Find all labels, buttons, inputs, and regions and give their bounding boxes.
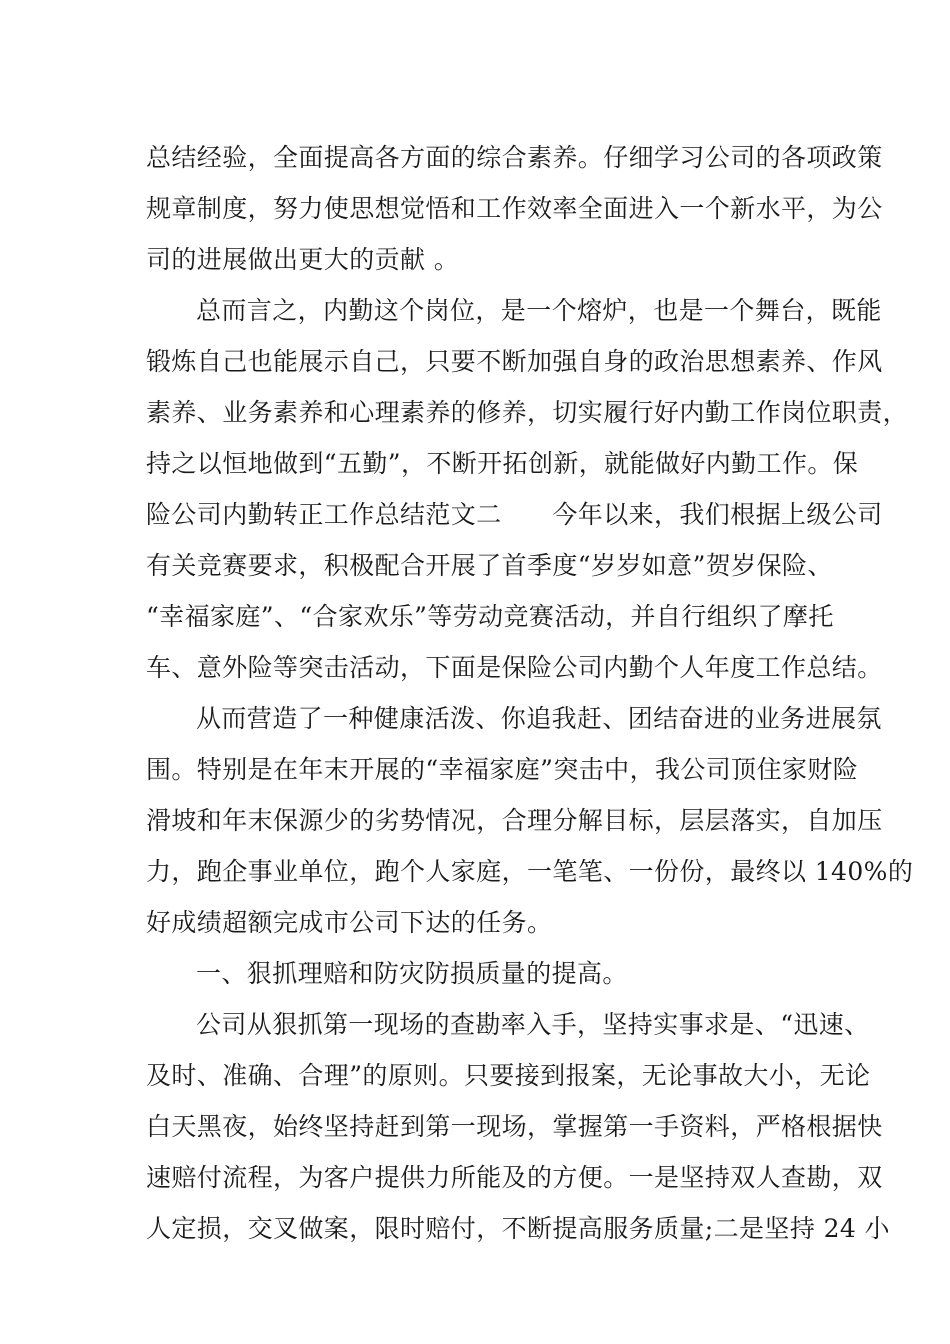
- text-line: 素养、业务素养和心理素养的修养，切实履行好内勤工作岗位职责，: [146, 398, 909, 427]
- text-line: 速赔付流程，为客户提供力所能及的方便。一是坚持双人查勘，双: [146, 1163, 883, 1192]
- text-line: 围。特别是在年末开展的“幸福家庭”突击中，我公司顶住家财险: [146, 755, 859, 784]
- text-line: 滑坡和年末保源少的劣势情况，合理分解目标，层层落实，自加压: [146, 806, 883, 835]
- text-line: 锻炼自己也能展示自己，只要不断加强自身的政治思想素养、作风: [146, 347, 883, 376]
- text-line: 持之以恒地做到“五勤”，不断开拓创新，就能做好内勤工作。保: [146, 449, 859, 478]
- text-line: 有关竞赛要求，积极配合开展了首季度“岁岁如意”贺岁保险、: [146, 551, 833, 580]
- text-line: “幸福家庭”、“合家欢乐”等劳动竞赛活动，并自行组织了摩托: [146, 602, 834, 631]
- text-line: 力，跑企事业单位，跑个人家庭，一笔笔、一份份，最终以 140%的: [146, 857, 914, 886]
- text-line: 人定损，交叉做案，限时赔付，不断提高服务质量;二是坚持 24 小: [146, 1214, 890, 1243]
- text-line: 司的进展做出更大的贡献 。: [146, 245, 460, 274]
- document-body: [146, 132, 914, 1254]
- text-line: 及时、准确、合理”的原则。只要接到报案，无论事故大小，无论: [146, 1061, 871, 1090]
- text-line: 从而营造了一种健康活泼、你追我赶、团结奋进的业务进展氛: [196, 704, 882, 733]
- text-line: 车、意外险等突击活动，下面是保险公司内勤个人年度工作总结。: [146, 653, 883, 682]
- text-line: 公司从狠抓第一现场的查勘率入手，坚持实事求是、“迅速、: [196, 1010, 870, 1039]
- text-line: 险公司内勤转正工作总结范文二 今年以来，我们根据上级公司: [146, 500, 883, 529]
- text-line: 一、狠抓理赔和防灾防损质量的提高。: [196, 959, 628, 988]
- text-line: 总结经验，全面提高各方面的综合素养。仔细学习公司的各项政策: [146, 143, 883, 172]
- text-line: 总而言之，内勤这个岗位，是一个熔炉，也是一个舞台，既能: [196, 296, 882, 325]
- text-line: 好成绩超额完成市公司下达的任务。: [146, 908, 553, 937]
- text-line: 白天黑夜，始终坚持赶到第一现场，掌握第一手资料，严格根据快: [146, 1112, 883, 1141]
- text-line: 规章制度，努力使思想觉悟和工作效率全面进入一个新水平，为公: [146, 194, 883, 223]
